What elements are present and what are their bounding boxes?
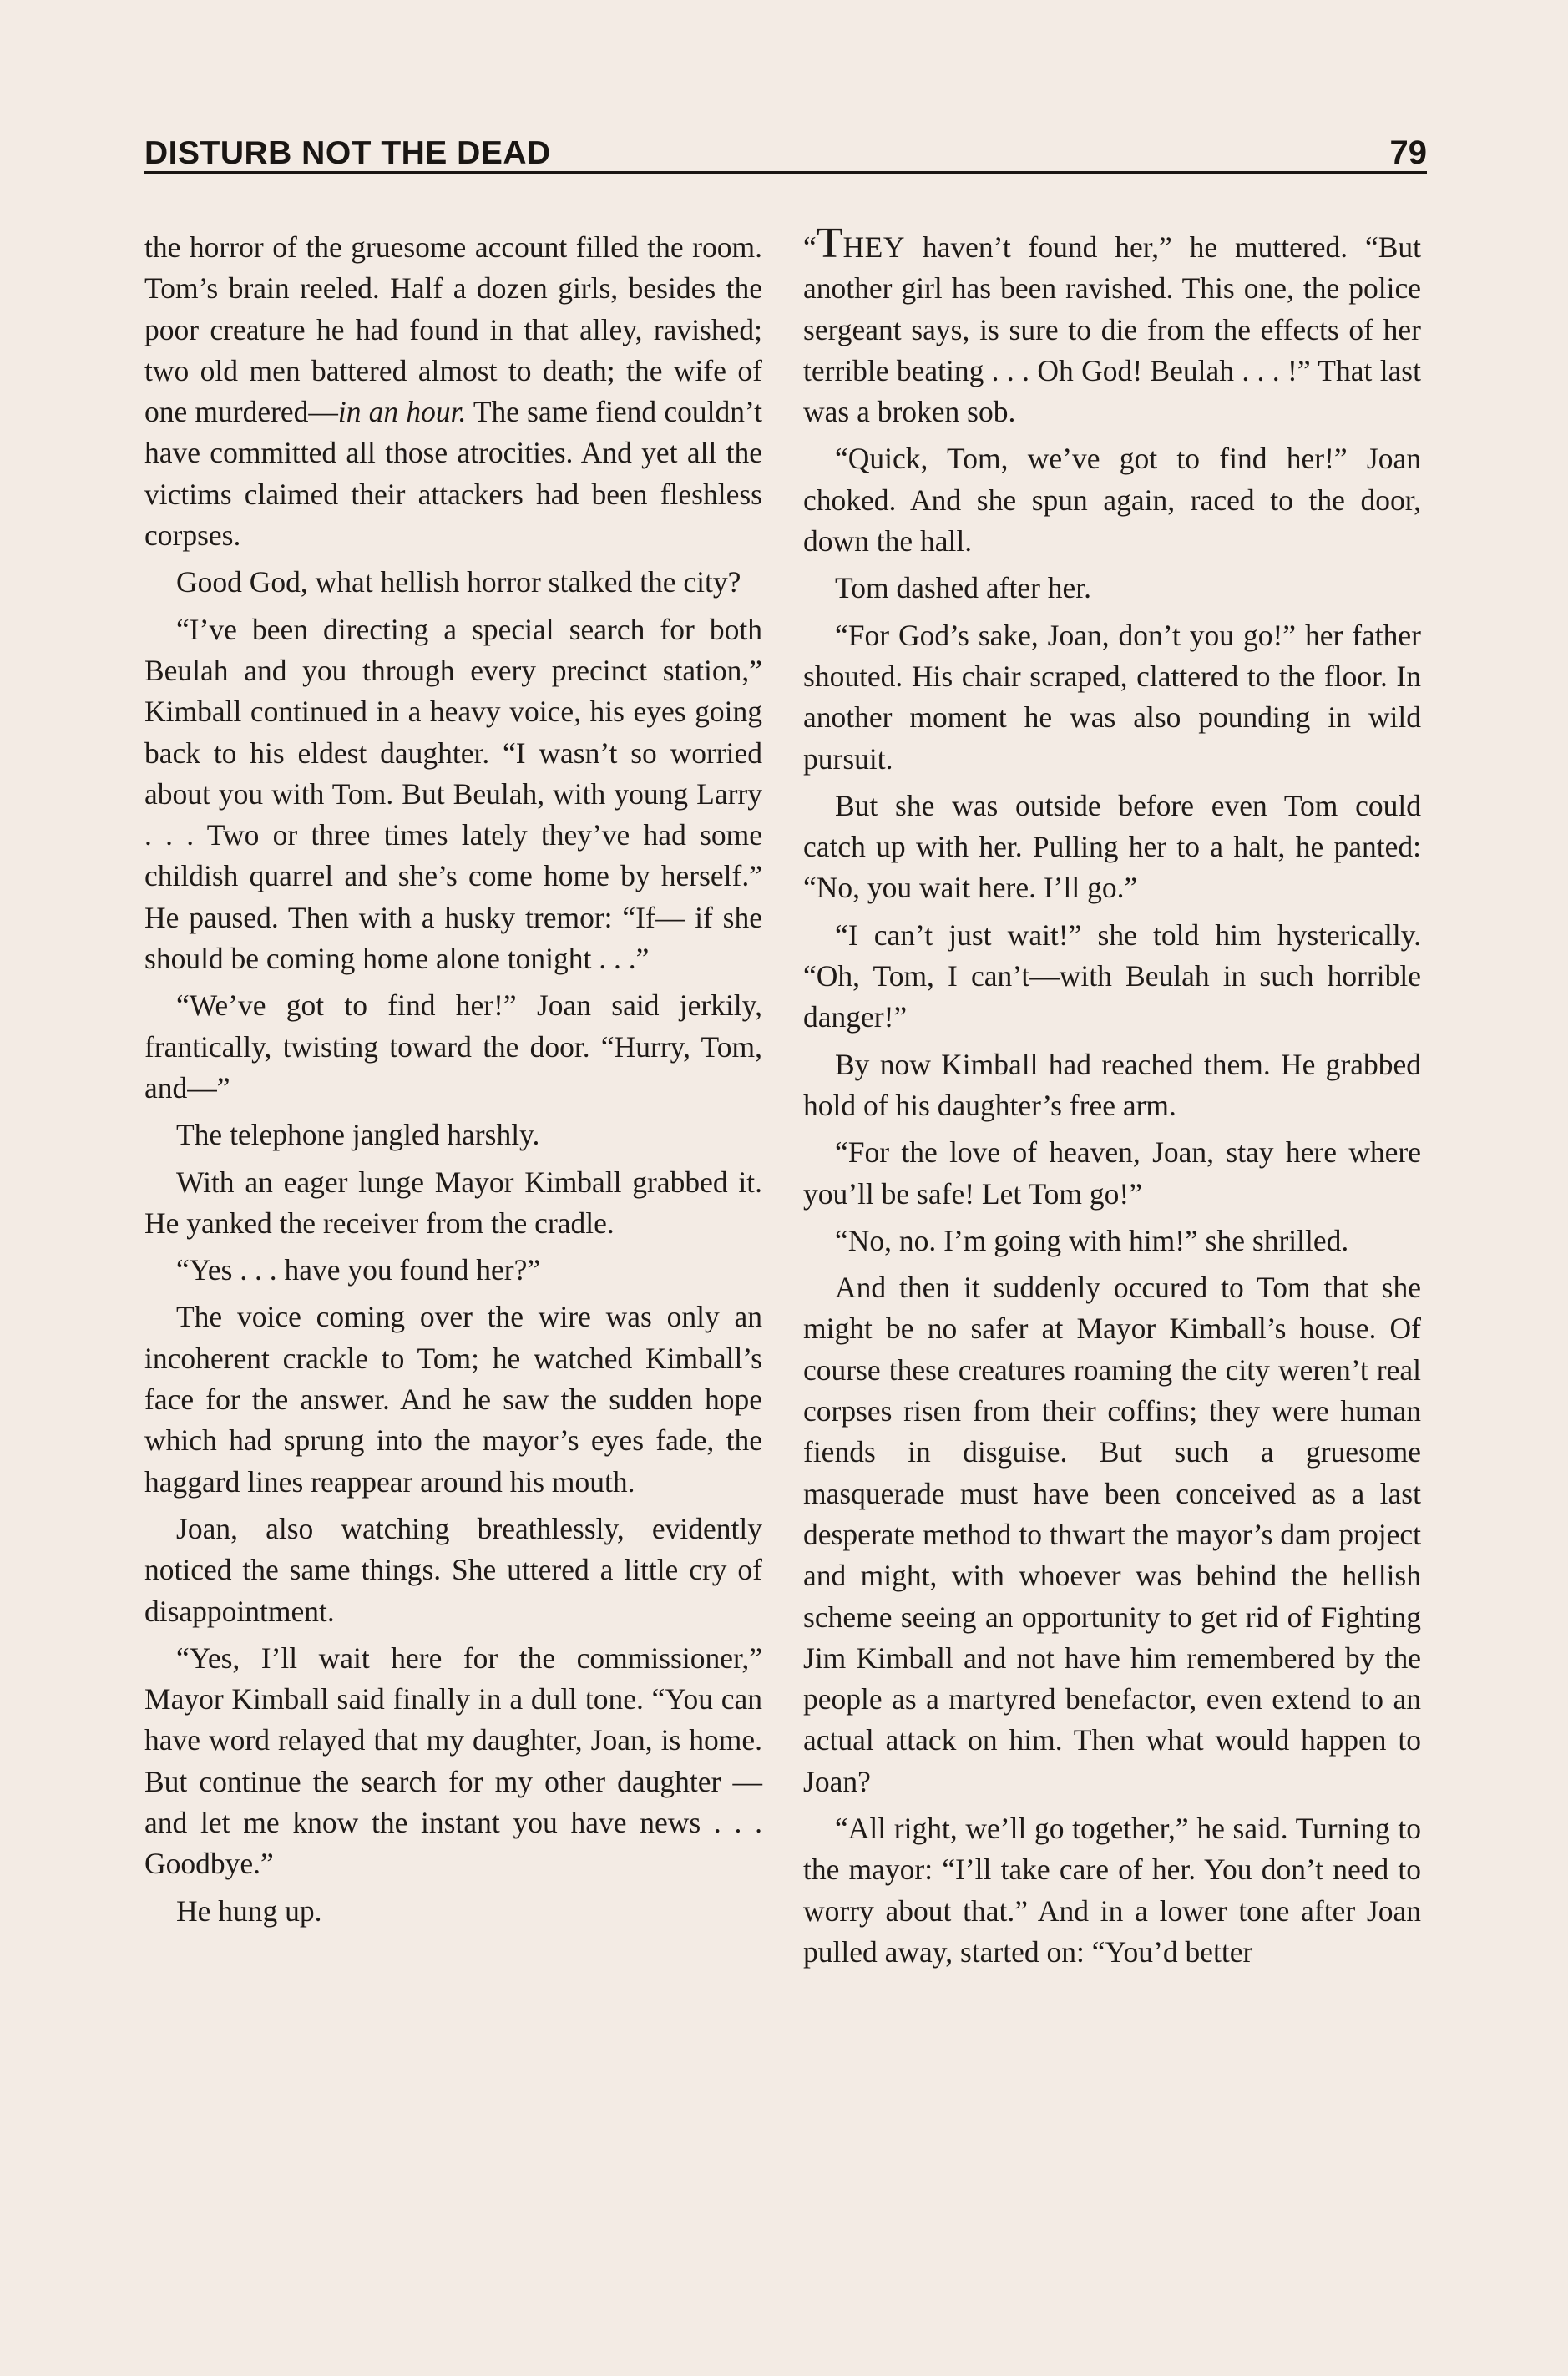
paragraph: “For God’s sake, Joan, don’t you go!” her father shouted. His chair scraped, clattered to the floor. In another moment he was also pounding in wild pursuit. bbox=[803, 618, 1421, 776]
paragraph bbox=[144, 227, 762, 556]
running-title: DISTURB NOT THE DEAD bbox=[144, 135, 551, 171]
paragraph: Tom dashed after her. bbox=[835, 571, 1092, 605]
paragraph: The voice coming over the wire was only an incoherent crackle to Tom; he watched Kimball’s face for the answer. And he saw the sudden hope which had sprung into the mayor’s eyes fade, the haggard lines reappear around his mouth. bbox=[144, 1300, 762, 1499]
opening-quote: “ bbox=[803, 230, 817, 264]
paragraph: “Yes . . . have you found her?” bbox=[176, 1253, 541, 1287]
header-rule bbox=[144, 171, 1427, 174]
small-caps-word: HEY bbox=[842, 230, 905, 264]
paragraph: “For the love of heaven, Joan, stay here where you’ll be safe! Let Tom go!” bbox=[803, 1135, 1421, 1211]
paragraph: The telephone jangled harshly. bbox=[176, 1118, 540, 1152]
paragraph: “No, no. I’m going with him!” she shrilled. bbox=[835, 1223, 1349, 1257]
paragraph: “I can’t just wait!” she told him hysterically. “Oh, Tom, I can’t—with Beulah in such horrible danger!” bbox=[803, 918, 1421, 1034]
paragraph: “All right, we’ll go together,” he said. Turning to the mayor: “I’ll take care of her. You don’t need to worry about that.” And in a lower tone after Joan pulled away, started on: “You’d better bbox=[803, 1811, 1421, 1969]
left-column bbox=[144, 227, 762, 1938]
paragraph-text: the horror of the gruesome account filled the room. Tom’s brain reeled. Half a dozen girls, besides the poor creature he had found in that alley, ravished; two old men battered almost to death; the wife of one murdered— bbox=[144, 230, 762, 429]
page-number: 79 bbox=[1389, 134, 1427, 171]
paragraph: By now Kimball had reached them. He grabbed hold of his daughter’s free arm. bbox=[803, 1047, 1421, 1122]
paragraph: And then it suddenly occured to Tom that she might be no safer at Mayor Kimball’s house. Of course these creatures roaming the city weren’t real corpses risen from their coffins; they were human fiends in disguise. But such a gruesome masquerade must have been conceived as a last desperate method to thwart the mayor’s dam project and might, with whoever was behind the hellish scheme seeing an opportunity to get rid of Fighting Jim Kimball and not have him remembered by the people as a martyred benefactor, even extend to an actual attack on him. Then what would happen to Joan? bbox=[803, 1271, 1421, 1798]
paragraph-text: The same fiend couldn’t have committed all those atrocities. And yet all the victims claimed their attackers had been fleshless corpses. bbox=[144, 395, 762, 553]
paragraph: “I’ve been directing a special search for both Beulah and you through every precinct station,” Kimball continued in a heavy voice, his eyes going back to his eldest daughter. “I wasn’t so worried about you with Tom. But Beulah, with young Larry . . . Two or three times lately they’ve had some childish quarrel and she’s come home by herself.” He paused. Then with a husky tremor: “If— if she should be coming home alone tonight . . .” bbox=[144, 612, 762, 976]
running-head bbox=[144, 125, 1427, 172]
emphasis-text: in an hour. bbox=[337, 395, 467, 429]
paragraph: “We’ve got to find her!” Joan said jerkily, frantically, twisting toward the door. “Hurry, Tom, and—” bbox=[144, 988, 762, 1105]
paragraph: “Quick, Tom, we’ve got to find her!” Joan choked. And she spun again, raced to the door, down the hall. bbox=[803, 442, 1421, 559]
right-column bbox=[803, 220, 1421, 1979]
paragraph: Joan, also watching breathlessly, evidently noticed the same things. She uttered a little cry of disappointment. bbox=[144, 1511, 762, 1628]
paragraph: He hung up. bbox=[176, 1893, 322, 1928]
paragraph: Good God, what hellish horror stalked the city? bbox=[176, 565, 741, 599]
drop-cap: T bbox=[816, 220, 843, 267]
paragraph-text: haven’t found her,” he muttered. “But another girl has been ravished. This one, the police sergeant says, is sure to die from the effects of her terrible beating . . . Oh God! Beulah . . . !” That last was a broken sob. bbox=[803, 230, 1421, 429]
paragraph bbox=[803, 220, 1421, 432]
paragraph: “Yes, I’ll wait here for the commissioner,” Mayor Kimball said finally in a dull tone. “You can have word relayed that my daughter, Joan, is home. But continue the search for my other daughter —and let me know the instant you have news . . . Goodbye.” bbox=[144, 1640, 762, 1881]
paragraph: With an eager lunge Mayor Kimball grabbed it. He yanked the receiver from the cradle. bbox=[144, 1165, 762, 1240]
paragraph: But she was outside before even Tom could catch up with her. Pulling her to a halt, he panted: “No, you wait here. I’ll go.” bbox=[803, 788, 1421, 905]
